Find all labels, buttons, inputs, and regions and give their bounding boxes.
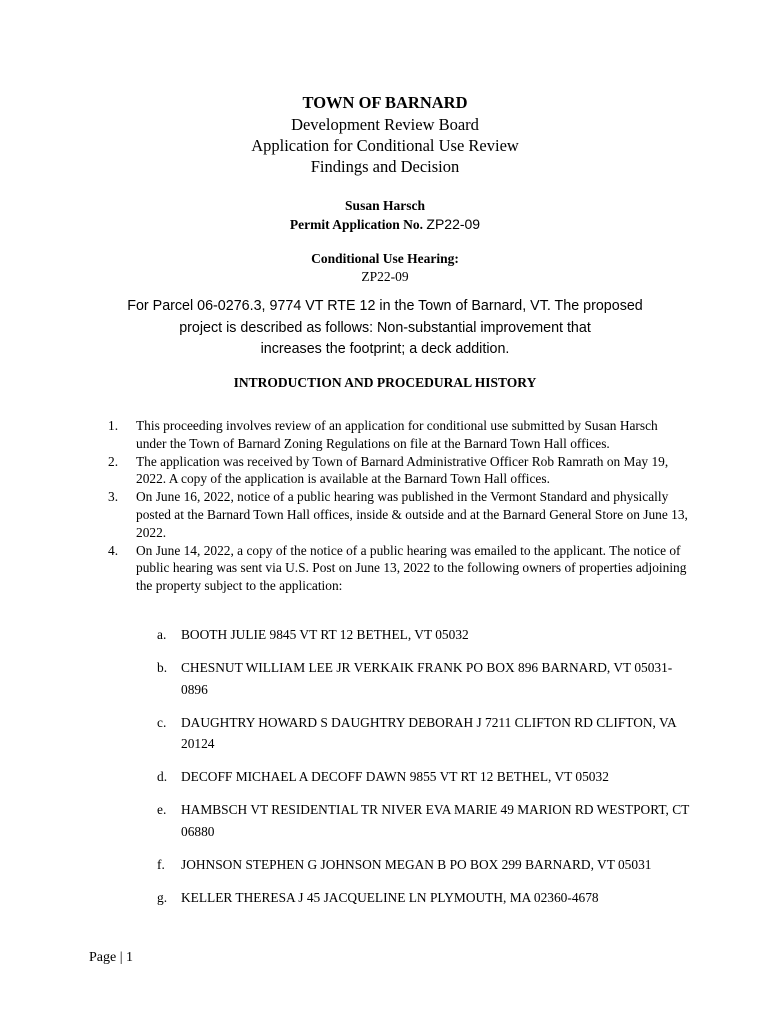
description-line: project is described as follows: Non-substantial improvement that <box>179 319 591 336</box>
item-number: 2. <box>108 453 119 469</box>
list-item <box>108 542 688 595</box>
list-item <box>108 453 688 489</box>
owner-item <box>157 657 697 700</box>
permit-number: ZP22-09 <box>426 216 481 232</box>
hearing-label: Conditional Use Hearing: <box>311 251 459 266</box>
permit-label: Permit Application No. <box>289 217 424 232</box>
owner-letter: b. <box>157 660 168 675</box>
project-description <box>100 296 670 361</box>
item-text: On June 16, 2022, notice of a public hearing was published in the Vermont Standard and physically posted at the Barnard Town Hall offices, inside & outside and at the Barnard General Store on June 13, 2022. <box>136 489 688 540</box>
owner-item <box>157 887 697 909</box>
owner-text: DECOFF MICHAEL A DECOFF DAWN 9855 VT RT 12 BETHEL, VT 05032 <box>181 769 609 784</box>
owner-letter: c. <box>157 714 167 730</box>
owner-text: HAMBSCH VT RESIDENTIAL TR NIVER EVA MARIE 49 MARION RD WESTPORT, CT 06880 <box>181 802 690 839</box>
owner-item <box>157 854 697 876</box>
item-text: On June 14, 2022, a copy of the notice of a public hearing was emailed to the applicant. The notice of public hearing was sent via U.S. Post on June 13, 2022 to the following owners of properties adjoining the property subject to the application: <box>136 542 687 594</box>
owner-text: JOHNSON STEPHEN G JOHNSON MEGAN B PO BOX 299 BARNARD, VT 05031 <box>181 856 652 872</box>
owner-text: BOOTH JULIE 9845 VT RT 12 BETHEL, VT 05032 <box>181 627 469 642</box>
list-item <box>108 417 688 453</box>
application-type: Application for Conditional Use Review <box>251 136 519 155</box>
document-title: TOWN OF BARNARD <box>302 93 468 112</box>
item-text: The application was received by Town of Barnard Administrative Officer Rob Ramrath on May 19, 2022. A copy of the application is available at the Barnard Town Hall offices. <box>136 453 669 487</box>
owner-text: DAUGHTRY HOWARD S DAUGHTRY DEBORAH J 7211 CLIFTON RD CLIFTON, VA 20124 <box>181 714 676 751</box>
item-number: 3. <box>108 489 119 505</box>
permit-line <box>0 216 770 233</box>
item-number: 4. <box>108 542 119 558</box>
section-heading: INTRODUCTION AND PROCEDURAL HISTORY <box>233 375 537 390</box>
document-type: Findings and Decision <box>310 157 460 176</box>
owner-item <box>157 624 697 646</box>
owner-letter: g. <box>157 889 168 905</box>
owner-letter: d. <box>157 769 168 784</box>
owner-letter: f. <box>157 856 165 872</box>
owner-letter: a. <box>157 627 167 642</box>
board-name: Development Review Board <box>291 115 479 134</box>
procedural-history-list <box>108 417 688 595</box>
hearing-value: ZP22-09 <box>361 269 409 284</box>
item-text: This proceeding involves review of an application for conditional use submitted by Susan Harsch under the Town of Barnard Zoning Regulations on file at the Barnard Town Hall offices. <box>136 418 658 451</box>
description-line: increases the footprint; a deck addition. <box>260 341 510 357</box>
owner-text: CHESNUT WILLIAM LEE JR VERKAIK FRANK PO BOX 896 BARNARD, VT 05031-0896 <box>181 660 673 697</box>
list-item <box>108 488 688 541</box>
item-number: 1. <box>108 418 119 433</box>
page-number: Page | 1 <box>89 950 134 965</box>
owner-text: KELLER THERESA J 45 JACQUELINE LN PLYMOUTH, MA 02360-4678 <box>181 889 599 905</box>
owner-letter: e. <box>157 802 167 817</box>
owner-item <box>157 799 697 842</box>
owner-item <box>157 766 697 788</box>
owner-item <box>157 712 697 755</box>
applicant-name: Susan Harsch <box>345 198 425 213</box>
adjoining-owners-list <box>157 624 697 920</box>
description-line: For Parcel 06-0276.3, 9774 VT RTE 12 in the Town of Barnard, VT. The proposed <box>127 298 643 314</box>
